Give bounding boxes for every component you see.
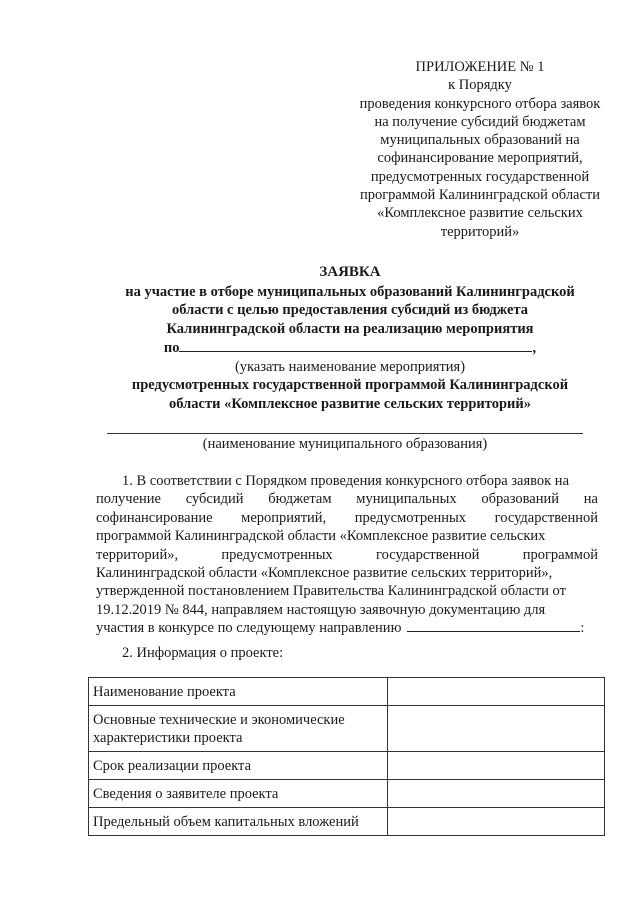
appendix-line: программой Калининградской области: [359, 187, 601, 204]
row-value[interactable]: [388, 752, 605, 780]
paragraph-line: получение субсидий бюджетам муниципальных образований на: [96, 491, 598, 508]
heading-line: на участие в отборе муниципальных образований Калининградской: [125, 283, 575, 300]
paragraph-1: [96, 472, 598, 638]
appendix-line: предусмотренных государственной: [370, 168, 590, 185]
row-label: [89, 808, 388, 836]
row-label: Срок реализации проекта: [89, 752, 388, 780]
row-value[interactable]: [388, 780, 605, 808]
event-name-blank[interactable]: [179, 338, 532, 352]
row-label: Наименование проекта: [89, 678, 388, 706]
heading-line: области с целью предоставления субсидий из бюджета: [171, 302, 528, 318]
table-row: [89, 678, 605, 706]
row-label: Основные технические и экономические характеристики проекта: [89, 706, 388, 752]
project-info-table: [88, 677, 605, 836]
appendix-line: территорий»: [440, 223, 520, 240]
appendix-line: муниципальных образований на: [380, 132, 580, 149]
municipality-hint: (наименование муниципального образования): [202, 436, 488, 452]
appendix-line: «Комплексное развитие сельских: [377, 205, 583, 222]
appendix-line: софинансирование мероприятий,: [377, 150, 583, 167]
appendix-line: к Порядку: [448, 77, 512, 94]
po-suffix: ,: [532, 340, 537, 356]
row-value[interactable]: [388, 706, 605, 752]
heading-line: предусмотренных государственной программой Калининградской: [131, 377, 569, 393]
document-title: ЗАЯВКА: [319, 264, 381, 280]
paragraph-line: участия в конкурсе по следующему направлению :: [96, 620, 585, 637]
table-row: [89, 706, 605, 752]
paragraph-line: программой Калининградской области «Комплексное развитие сельских: [96, 528, 546, 545]
application-heading: [70, 263, 630, 413]
section-2-title: 2. Информация о проекте:: [122, 645, 284, 661]
paragraph-line: Калининградской области «Комплексное развитие сельских территорий»,: [96, 565, 553, 582]
table-row: [89, 780, 605, 808]
event-hint: (указать наименование мероприятия): [234, 358, 466, 375]
table-row: [89, 752, 605, 780]
direction-blank[interactable]: [407, 619, 580, 632]
municipality-blank[interactable]: [107, 433, 583, 434]
po-prefix: по: [163, 340, 180, 356]
paragraph-line: 19.12.2019 № 844, направляем настоящую заявочную документацию для: [96, 601, 546, 618]
paragraph-line: утвержденной постановлением Правительства Калининградской области от: [96, 583, 566, 600]
row-label-text: Предельный объем капитальных вложений: [93, 814, 359, 830]
row-value[interactable]: [388, 678, 605, 706]
appendix-block: [330, 58, 630, 241]
appendix-line: проведения конкурсного отбора заявок: [359, 95, 601, 112]
appendix-title: ПРИЛОЖЕНИЕ № 1: [415, 59, 545, 75]
row-label: Сведения о заявителе проекта: [89, 780, 388, 808]
heading-line: области «Комплексное развитие сельских территорий»: [169, 395, 531, 412]
paragraph-line: территорий», предусмотренных государственной программой: [96, 546, 598, 563]
event-line: [70, 338, 630, 358]
appendix-line: на получение субсидий бюджетам: [374, 113, 586, 130]
row-value[interactable]: [388, 808, 605, 836]
paragraph-line: софинансирование мероприятий, предусмотренных государственной: [96, 509, 598, 526]
table-row: [89, 808, 605, 836]
heading-line: Калининградской области на реализацию мероприятия: [166, 320, 534, 337]
paragraph-line: 1. В соответствии с Порядком проведения конкурсного отбора заявок на: [122, 473, 570, 489]
